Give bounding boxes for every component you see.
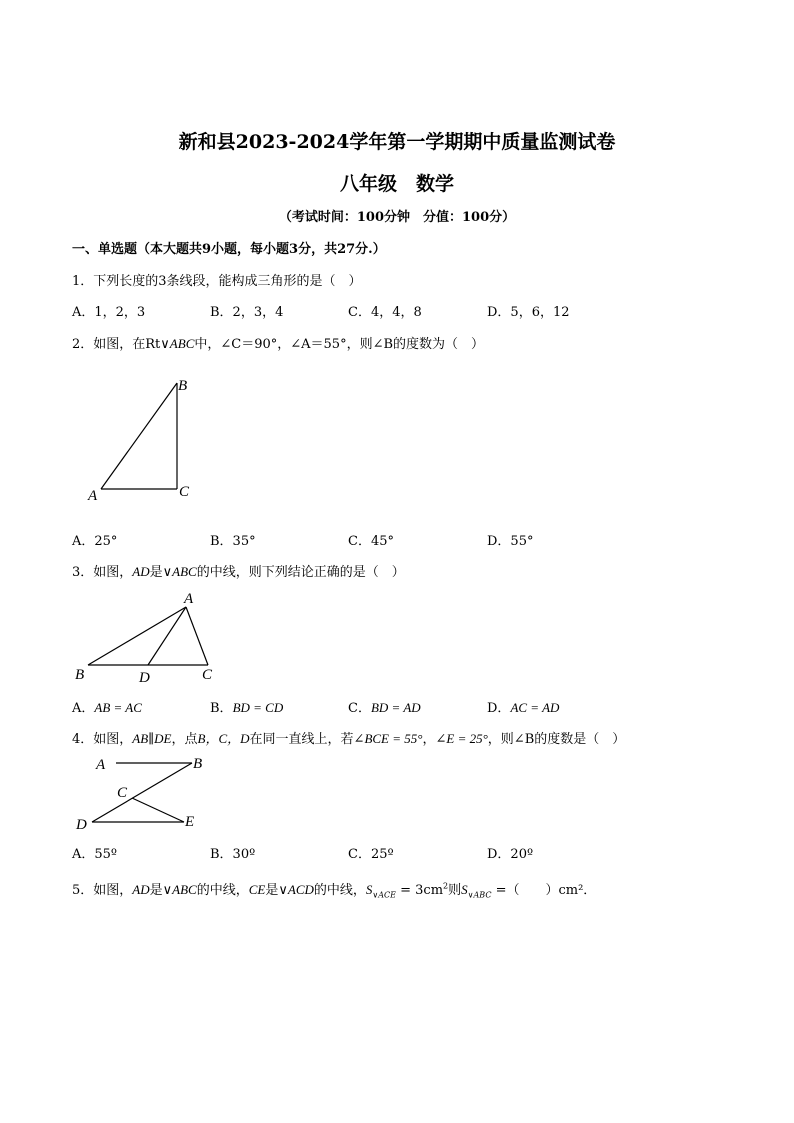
q3-label-a: A (184, 591, 194, 607)
q2-figure (85, 373, 225, 503)
q4-stem-prefix: 4．如图， (72, 732, 133, 747)
q2-stem-rest: 中，∠C＝90°，∠A＝55°，则∠B的度数为（ ） (194, 337, 485, 352)
q5-stem-is2: 是 (265, 883, 279, 898)
q3-option-b-expr: BD = CD (232, 700, 284, 715)
q4-label-d: D (76, 817, 87, 833)
q5-stem-suffix: =（ ）cm²． (491, 883, 597, 898)
q3-label-b: B (75, 667, 85, 683)
q5-area-sub-1: ∨ACE (372, 890, 396, 900)
q4-stem-sep: ， (422, 732, 436, 747)
q5-stem-prefix: 5．如图， (72, 883, 133, 898)
q2-label-b: B (178, 378, 188, 394)
q3-option-c-expr: BD = AD (370, 700, 421, 715)
q5-area-value: = 3cm (396, 883, 444, 898)
q5-stem-ce: CE (248, 882, 266, 897)
q5-stem-mid2: 的中线， (313, 883, 366, 898)
q3-option-a (72, 697, 142, 716)
q3-option-b (210, 697, 283, 716)
q3-figure (72, 590, 232, 685)
q2-option-a: A．25° (72, 534, 118, 549)
q2-stem-triangle: ∨ABC (160, 336, 195, 351)
q3-option-a-expr: AB = AC (94, 700, 142, 715)
q1-option-d: D．5，6，12 (487, 305, 570, 320)
q5-stem-is1: 是 (149, 883, 163, 898)
q2-label-a: A (88, 488, 98, 504)
q5-area-symbol-2: S (461, 882, 468, 897)
section-heading: 一、单选题（本大题共9小题，每小题3分，共27分.） (72, 242, 386, 257)
q2-option-c: C．45° (348, 534, 394, 549)
q2-edge-ab (101, 383, 177, 489)
q3-stem-triangle: ∨ABC (162, 564, 197, 579)
q5-area-unit-sup: 2 (443, 881, 449, 891)
q5-stem-triangle2: ∨ACD (278, 882, 314, 897)
q4-segment-ce (132, 798, 184, 822)
q3-option-d-letter: D． (487, 701, 511, 716)
q4-label-b: B (193, 756, 203, 772)
q4-stem-mid2: 在同一直线上，若 (249, 732, 354, 747)
question-1-stem: 1．下列长度的3条线段，能构成三角形的是（ ） (72, 274, 362, 289)
q4-stem-points: B，C，D (197, 731, 250, 746)
q3-option-a-letter: A． (72, 701, 95, 716)
q4-stem-angle2: ∠E = 25° (435, 731, 488, 746)
exam-title: 新和县2023-2024学年第一学期期中质量监测试卷 (178, 131, 616, 153)
question-4-stem (72, 728, 625, 747)
q4-stem-angle1: ∠BCE = 55° (353, 731, 423, 746)
q3-stem-suffix: 的中线，则下列结论正确的是（ ） (196, 565, 405, 580)
q3-option-d-expr: AC = AD (510, 700, 560, 715)
q3-label-d: D (139, 670, 150, 686)
q1-option-b: B．2，3，4 (210, 305, 284, 320)
q5-stem-triangle1: ∨ABC (162, 882, 197, 897)
q4-option-d: D．20º (487, 847, 534, 862)
q4-stem-mid1: ，点 (171, 732, 198, 747)
q1-option-a: A．1，2，3 (72, 305, 146, 320)
q2-label-c: C (179, 484, 190, 500)
q5-stem-ad: AD (132, 882, 150, 897)
q3-stem-prefix: 3．如图， (72, 565, 133, 580)
exam-subtitle: 八年级 数学 (339, 173, 454, 195)
q2-option-b: B．35° (210, 534, 256, 549)
question-2-stem (72, 333, 484, 352)
q4-option-b: B．30º (210, 847, 256, 862)
q3-edge-ab (88, 607, 186, 665)
q4-stem-parallel: AB∥DE (132, 731, 172, 746)
question-5-stem (72, 879, 596, 900)
q5-stem-then: 则 (448, 883, 462, 898)
q3-edge-ac (186, 607, 208, 665)
q3-stem-is: 是 (149, 565, 163, 580)
q3-option-d (487, 697, 559, 716)
q2-stem-prefix: 2．如图，在Rt (72, 337, 161, 352)
q4-segment-bd (92, 763, 192, 822)
q4-label-a: A (96, 757, 106, 773)
question-3-stem (72, 561, 405, 580)
q3-option-b-letter: B． (210, 701, 233, 716)
q4-option-c: C．25º (348, 847, 394, 862)
q3-option-c (348, 697, 421, 716)
q3-median-ad (148, 607, 186, 665)
q5-area-sub-2: ∨ABC (467, 890, 492, 900)
q1-option-c: C．4，4，8 (348, 305, 422, 320)
q3-label-c: C (202, 667, 213, 683)
q5-area-symbol-1: S (365, 882, 373, 897)
q4-label-e: E (185, 814, 195, 830)
q4-option-a: A．55º (72, 847, 118, 862)
q3-stem-ad: AD (132, 564, 150, 579)
q4-stem-suffix: ，则∠B的度数是（ ） (487, 732, 626, 747)
q4-figure (72, 752, 222, 832)
q5-stem-mid1: 的中线， (196, 883, 249, 898)
q4-label-c: C (117, 785, 128, 801)
q3-option-c-letter: C． (348, 701, 371, 716)
exam-info: （考试时间：100分钟 分值：100分） (278, 210, 516, 225)
q2-option-d: D．55° (487, 534, 534, 549)
